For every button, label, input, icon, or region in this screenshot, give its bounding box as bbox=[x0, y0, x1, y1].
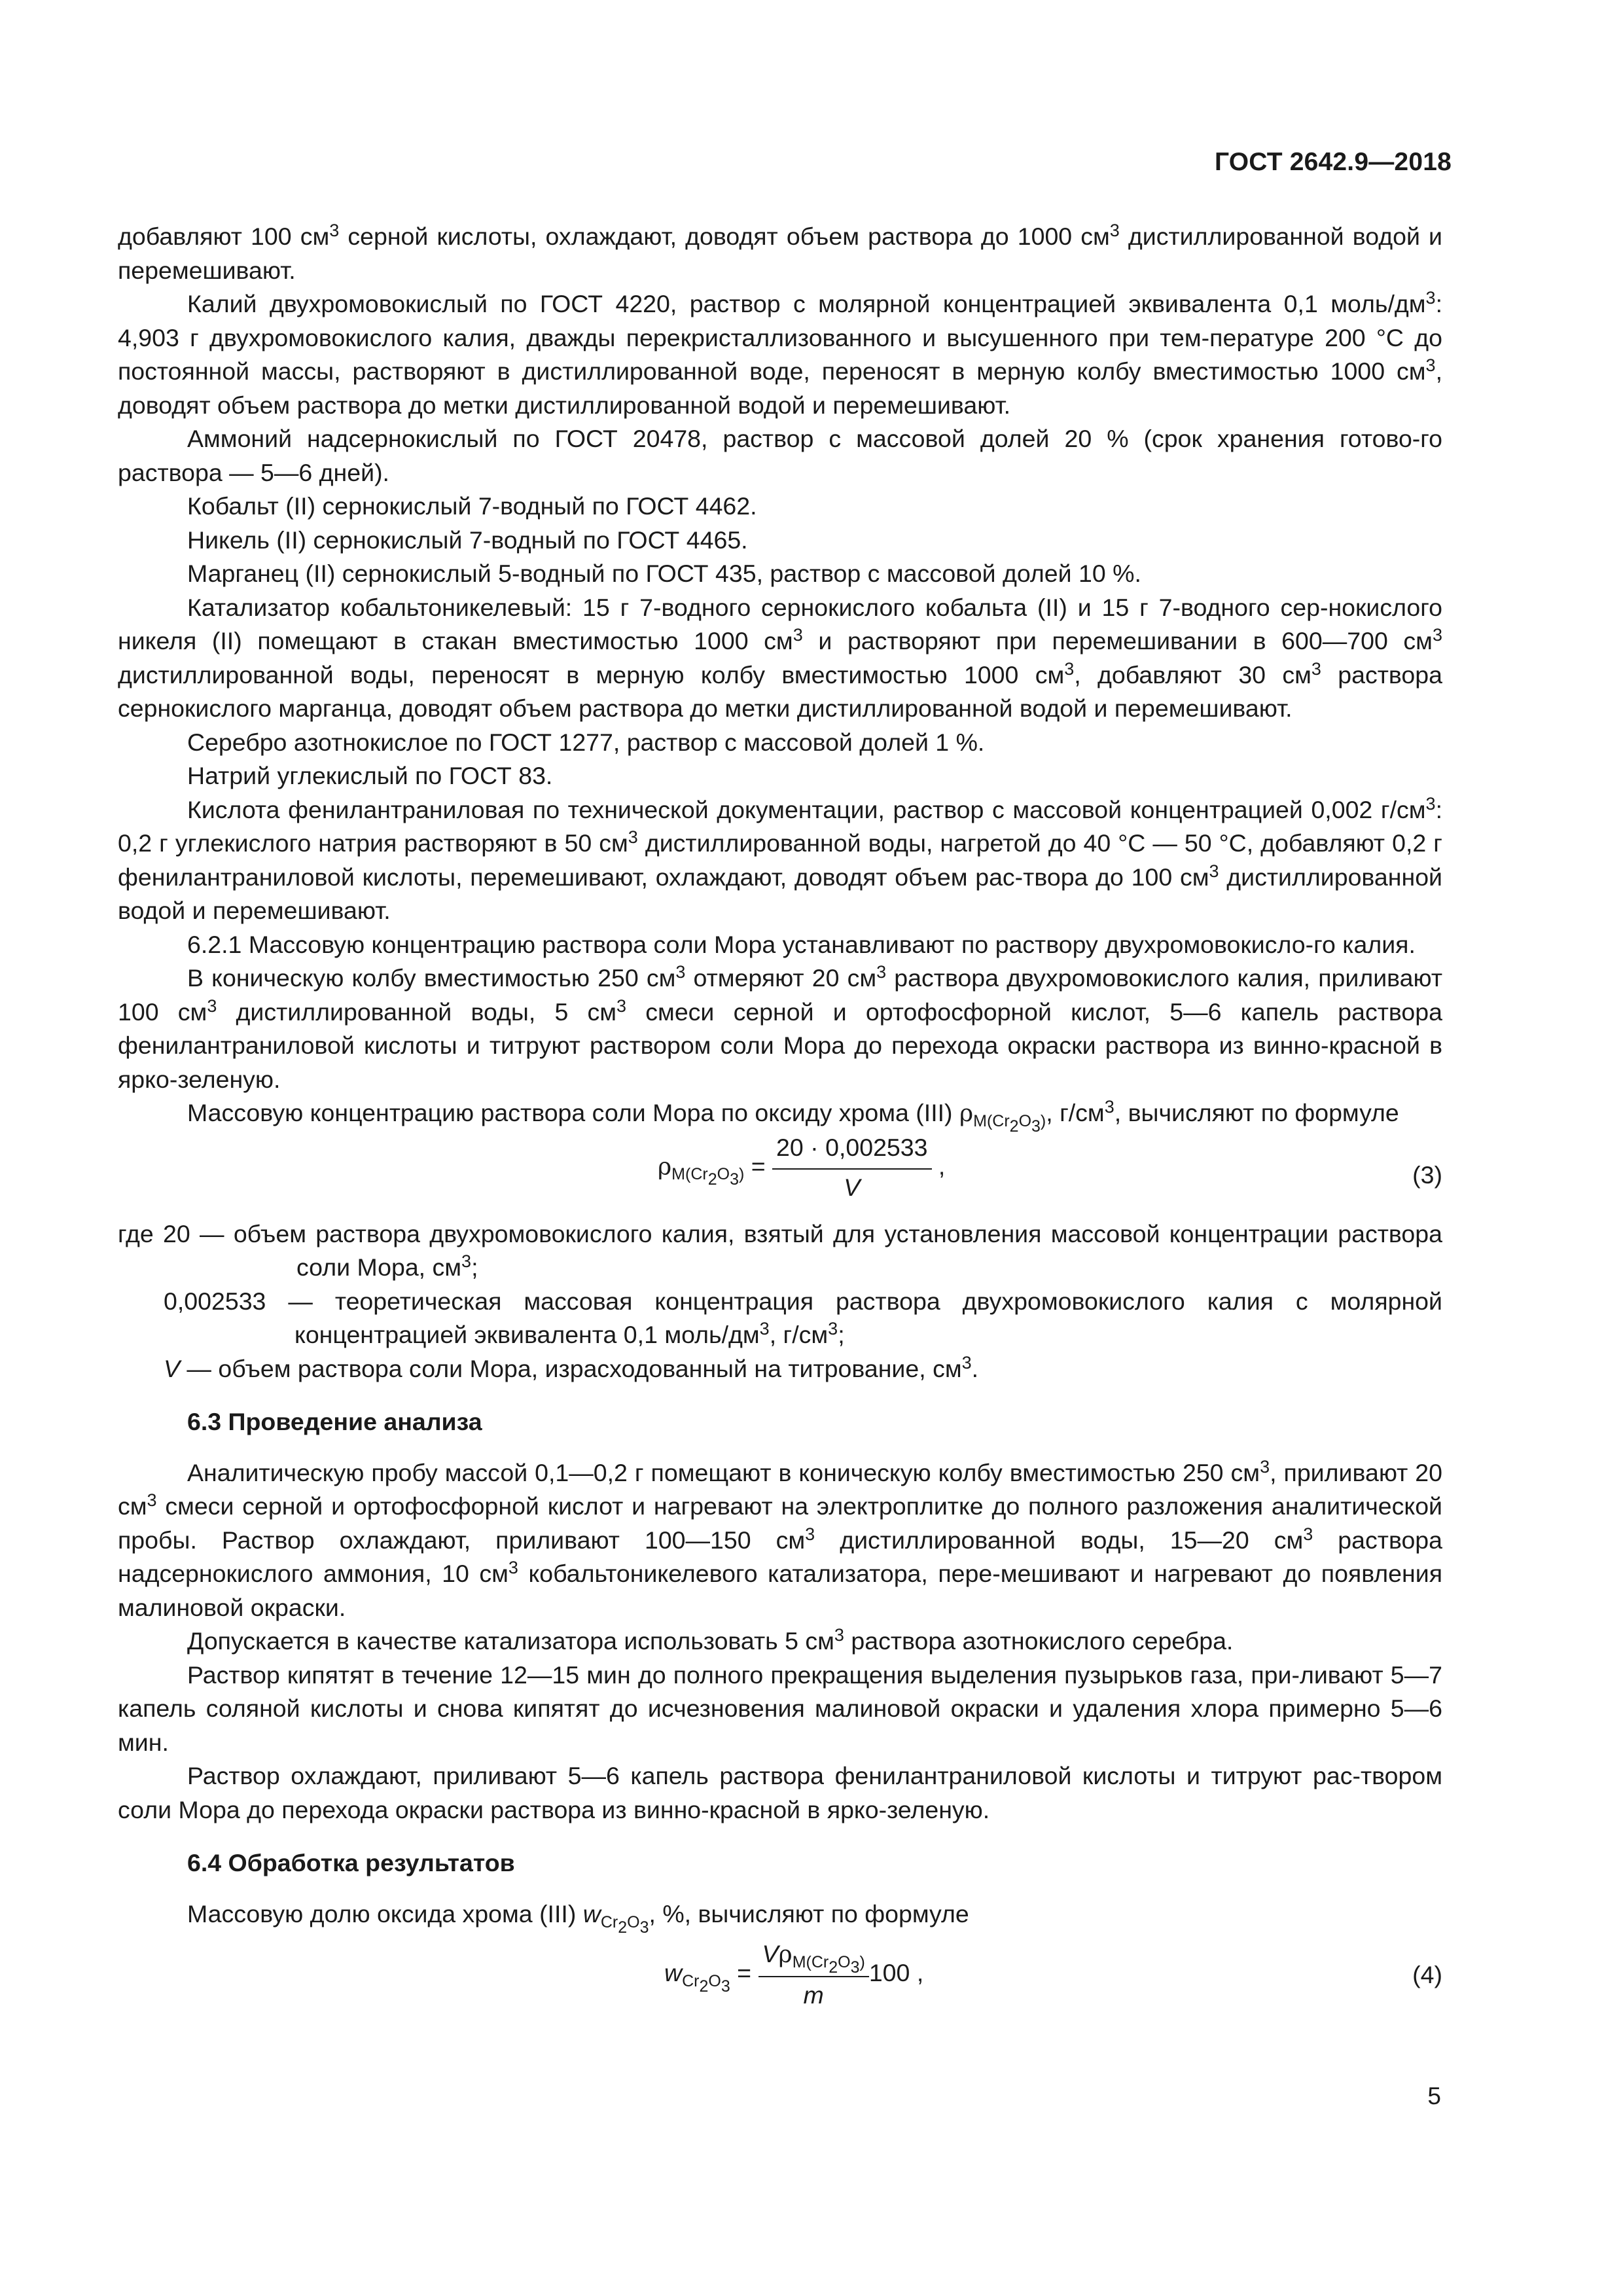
paragraph-ammonium-persulfate: Аммоний надсернокислый по ГОСТ 20478, раствор с массовой долей 20 % (срок хранения готово-го раствора — 5—6 дней). bbox=[118, 425, 1442, 486]
paragraph-sodium-carbonate: Натрий углекислый по ГОСТ 83. bbox=[187, 762, 553, 789]
paragraph-mohr-concentration: Массовую концентрацию раствора соли Мора по оксиду хрома (III) $\rho_{М(Cr_2O_3)}$, $г/см^3$, вычисляют по формуле bbox=[187, 1097, 1399, 1136]
page-number: 5 bbox=[1427, 2083, 1441, 2109]
formula-4-expression: $w_{Cr_2O_3}$ = $\frac{V\rho_{М(Cr_2O_3)}}{m}$ 100 , bbox=[664, 1937, 923, 2012]
paragraph-sulfuric-mix: добавляют 100 $см^3$ серной кислоты, охлаждают, доводят объем раствора до 1000 $см^3$ дистиллированной водой и перемешивают. bbox=[118, 221, 1442, 284]
paragraph-nickel-sulfate: Никель (II) сернокислый 7-водный по ГОСТ 4465. bbox=[187, 526, 748, 554]
paragraph-boiling: Раствор кипятят в течение 12—15 мин до полного прекращения выделения пузырьков газа, при-ливают 5—7 капель соляной кислоты и снова кипятят до исчезновения малиновой окраски и удаления хлора примерно 5—6 мин. bbox=[118, 1660, 1442, 1756]
formula-4-number: (4) bbox=[1412, 1961, 1442, 1988]
paragraph-mass-fraction: Массовую долю оксида хрома (III) $w_{Cr_2O_3}$, %, вычисляют по формуле bbox=[187, 1899, 969, 1937]
paragraph-manganese-sulfate: Марганец (II) сернокислый 5-водный по ГОСТ 435, раствор с массовой долей 10 %. bbox=[187, 560, 1141, 587]
formula-3-number: (3) bbox=[1412, 1160, 1442, 1189]
formula-3-fraction: $\frac{20 \cdot 0,002533}{V}$ bbox=[772, 1131, 931, 1205]
paragraph-6-2-1: 6.2.1 Массовую концентрацию раствора соли Мора устанавливают по раствору двухромовокисло-го калия. bbox=[187, 930, 1416, 958]
page-content bbox=[118, 220, 1442, 2029]
paragraph-catalyst: Катализатор кобальтоникелевый: 15 г 7-водного сернокислого кобальта (II) и 15 г 7-водного сер-нокислого никеля (II) помещают в стакан вместимостью 1000 $см^3$ и растворяют при перемешивании в 600—700 $см^3$ дистиллированной воды, переносят в мерную колбу вместимостью 1000 $см^3$, добавляют 30 $см^3$ раствора сернокислого марганца, доводят объем раствора до метки дистиллированной водой и перемешивают. bbox=[118, 593, 1443, 722]
heading-6-4: 6.4 Обработка результатов bbox=[187, 1849, 515, 1876]
paragraph-catalyst-alternative: Допускается в качестве катализатора использовать 5 $см^3$ раствора азотнокислого серебра. bbox=[187, 1625, 1234, 1655]
paragraph-analysis: Аналитическую пробу массой 0,1—0,2 г помещают в коническую колбу вместимостью 250 $см^3$, приливают 20 $см^3$ смеси серной и ортофосфорной кислот и нагревают на электроплитке до полного разложения аналитической пробы. Раствор охлаждают, приливают 100—150 $см^3$ дистиллированной воды, 15—20 $см^3$ раствора надсернокислого аммония, 10 $см^3$ кобальтоникелевого катализатора, пере-мешивают и нагревают до появления малиновой окраски. bbox=[118, 1456, 1443, 1621]
standard-code-header: ГОСТ 2642.9—2018 bbox=[1214, 148, 1452, 176]
where-item-v: V — объем раствора соли Мора, израсходованный на титрование, $см^3$. bbox=[164, 1352, 979, 1382]
heading-6-3: 6.3 Проведение анализа bbox=[187, 1408, 482, 1435]
where-item-20: где 20 — объем раствора двухромовокислого калия, взятый для установления массовой концентрации раствора соли Мора, $см^3$; bbox=[118, 1219, 1442, 1281]
formula-3 bbox=[118, 1131, 1442, 1217]
paragraph-silver-nitrate: Серебро азотнокислое по ГОСТ 1277, раствор с массовой долей 1 %. bbox=[187, 728, 985, 756]
paragraph-cobalt-sulfate: Кобальт (II) сернокислый 7-водный по ГОСТ 4462. bbox=[187, 492, 757, 520]
formula-4 bbox=[118, 1931, 1442, 2029]
paragraph-titration-setup: В коническую колбу вместимостью 250 $см^3$ отмеряют 20 $см^3$ раствора двухромовокислого калия, приливают 100 $см^3$ дистиллированной воды, 5 $см^3$ смеси серной и ортофосфорной кислот, 5—6 капель раствора фенилантраниловой кислоты и титруют раствором соли Мора до перехода окраски раствора из винно-красной в ярко-зеленую. bbox=[118, 962, 1442, 1093]
formula-4-fraction: $\frac{V\rho_{М(Cr_2O_3)}}{m}$ bbox=[758, 1937, 869, 2012]
where-item-0-002533: 0,002533 — теоретическая массовая концентрация раствора двухромовокислого калия с молярной концентрацией эквивалента 0,1 моль/$дм^3$, $г/см^3$; bbox=[164, 1287, 1442, 1348]
formula-3-expression: $\rho_{М(Cr_2O_3)}$ = $\frac{20 \cdot 0,002533}{V}$ , bbox=[658, 1131, 945, 1205]
paragraph-potassium-dichromate: Калий двухромовокислый по ГОСТ 4220, раствор с молярной концентрацией эквивалента 0,1 моль/$дм^3$: 4,903 г двухромовокислого калия, дважды перекристаллизованного и высушенного при тем-пературе 200 °С до постоянной массы, растворяют в дистиллированной воде, переносят в мерную колбу вместимостью 1000 $см^3$, доводят объем раствора до метки дистиллированной водой и перемешивают. bbox=[118, 288, 1442, 419]
paragraph-phenylanthranilic-acid: Кислота фенилантраниловая по технической документации, раствор с массовой концентрацией 0,002 $г/см^3$: 0,2 г углекислого натрия растворяют в 50 $см^3$ дистиллированной воды, нагретой до 40 °С — 50 °С, добавляют 0,2 г фенилантраниловой кислоты, перемешивают, охлаждают, доводят объем рас-твора до 100 $см^3$ дистиллированной водой и перемешивают. bbox=[118, 793, 1442, 924]
paragraph-titration: Раствор охлаждают, приливают 5—6 капель раствора фенилантраниловой кислоты и титруют рас-твором соли Мора до перехода окраски раствора из винно-красной в ярко-зеленую. bbox=[118, 1762, 1442, 1823]
